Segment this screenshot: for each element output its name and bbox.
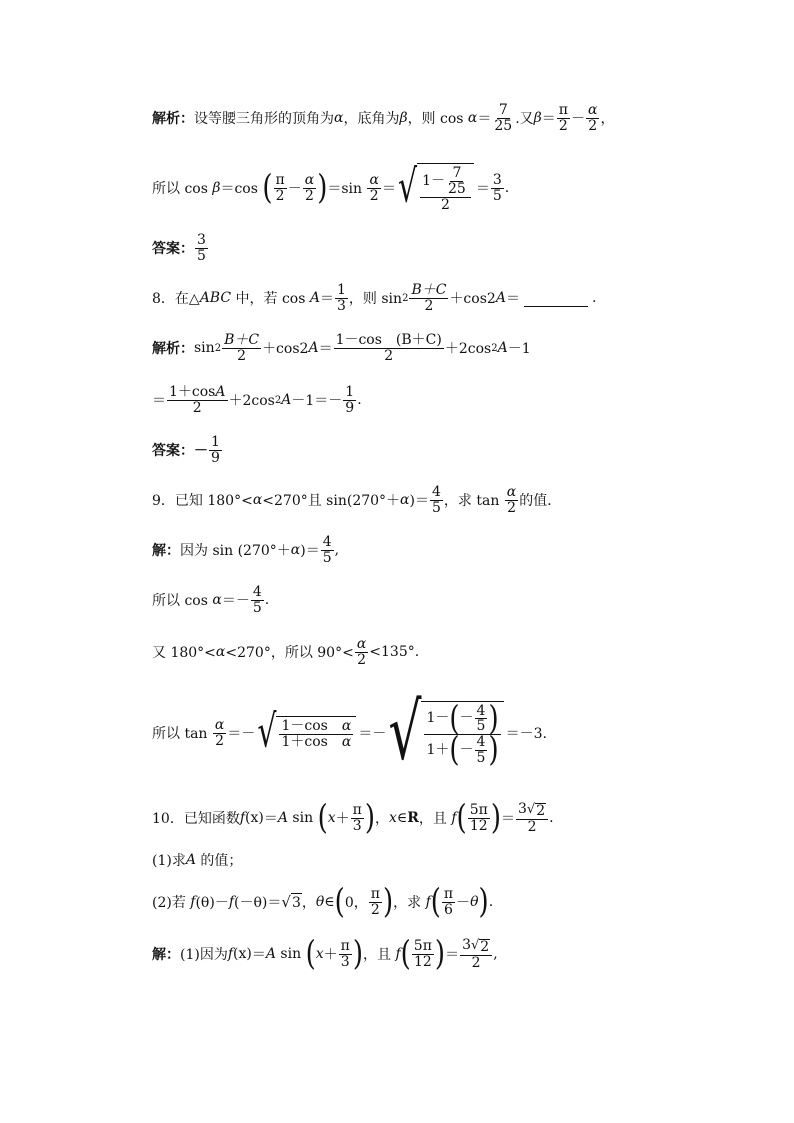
question-10-part-1: (1)求 A 的值； [152,852,243,869]
solution-line-9: 解： 因为 sin (270°＋ α )＝ $\frac{4}{5}$ , [152,533,340,566]
answer-line-1: 答案： $\frac{3}{5}$ [152,231,206,264]
answer-label: 答案： [152,241,194,257]
square-root: √ 1－ ( － $\frac{4}{5}$ ) 1＋ ( － $\frac{4}{5}$ ) [388,701,503,766]
solution-line-12: 所以 tan $\frac{\alpha}{2}$ ＝－ √ $\frac{\text{1－cos α}}{\text{1＋cos α}}$ ＝－ √ 1－ ( － $\frac{4}{5}$ ) 1＋ ( － $\frac{4}{5}$ ) ＝－3. [152,688,547,778]
question-10-part-2: (2)若 f (θ)－ f (－θ)＝ √ 3 ， θ ∈ ( 0， $\frac{\pi}{2}$ ) ，求 f ( $\frac{\pi}{6}$ － θ ) . [152,882,494,922]
solution-label: 解： [152,947,180,963]
solution-line-6: ＝ $\frac{1+\cos A}{2}$ ＋2cos 2 A －1＝－ $\frac{1}{9}$ . [152,383,362,416]
solution-line-16: 解： (1)因为 f (x) ＝ A sin ( x ＋ $\frac{\pi}{3}$ ) ，且 f ( $\frac{5\pi}{12}$ ) ＝ 3 √ 2 2 , [152,934,498,974]
square-root: √ $\frac{\text{1－cos α}}{\text{1＋cos α}}$ [257,716,356,749]
solution-label: 解析： [152,341,194,357]
question-9: 9．已知 180°< α <270°且 sin(270°＋ α )＝ $\frac{4}{5}$ ，求 tan $\frac{\alpha}{2}$ 的值． [152,483,562,516]
fraction: $\frac{\pi}{2}$ [558,101,568,134]
solution-label: 解： [152,543,180,559]
answer-blank [524,290,588,307]
solution-line-2: 所以 cos β ＝cos ( $\frac{\pi}{2}$ － $\frac{\alpha}{2}$ ) ＝sin $\frac{\alpha}{2}$ ＝ √ 1－ $\frac{7}{25}$ 2 ＝ $\frac{3}{5}$ . [152,161,510,214]
solution-line-11: 又 180°< α <270°，所以 90°< $\frac{\alpha}{2}$ <135°. [152,635,420,668]
solution-label: 解析： [152,111,194,127]
solution-line-5: 解析： sin 2 $\frac{B+C}{2}$ ＋cos2 A ＝ $\frac{1-\cos (B+C)}{2}$ ＋2cos 2 A －1 [152,331,531,364]
answer-line-2: 答案：－ $\frac{1}{9}$ [152,433,220,466]
solution-line-1: 解析： 设等腰三角形的顶角为 α ，底角为 β ，则 cos α ＝ $\frac{7}{25}$ .又 β ＝ $\frac{\pi}{2}$ － $\frac{\alpha}{2}$ ， [152,101,615,134]
question-8: 8．在△ ABC 中，若 cos A ＝ $\frac{1}{3}$ ，则 sin 2 $\frac{B+C}{2}$ ＋cos2 A ＝ . [152,281,597,314]
question-10: 10．已知函数 f (x) ＝ A sin ( x ＋ $\frac{\pi}{3}$ ) ， x ∈ R ，且 f ( $\frac{5\pi}{12}$ ) ＝ 3 √ 2 2 . [152,798,554,838]
fraction: $\frac{\alpha}{2}$ [587,101,598,134]
square-root: √ 1－ $\frac{7}{25}$ 2 [398,163,474,212]
answer-label: 答案：－ [152,443,208,459]
solution-line-10: 所以 cos α ＝－ $\frac{4}{5}$ . [152,583,270,616]
fraction: $\frac{7}{25}$ [494,101,513,134]
